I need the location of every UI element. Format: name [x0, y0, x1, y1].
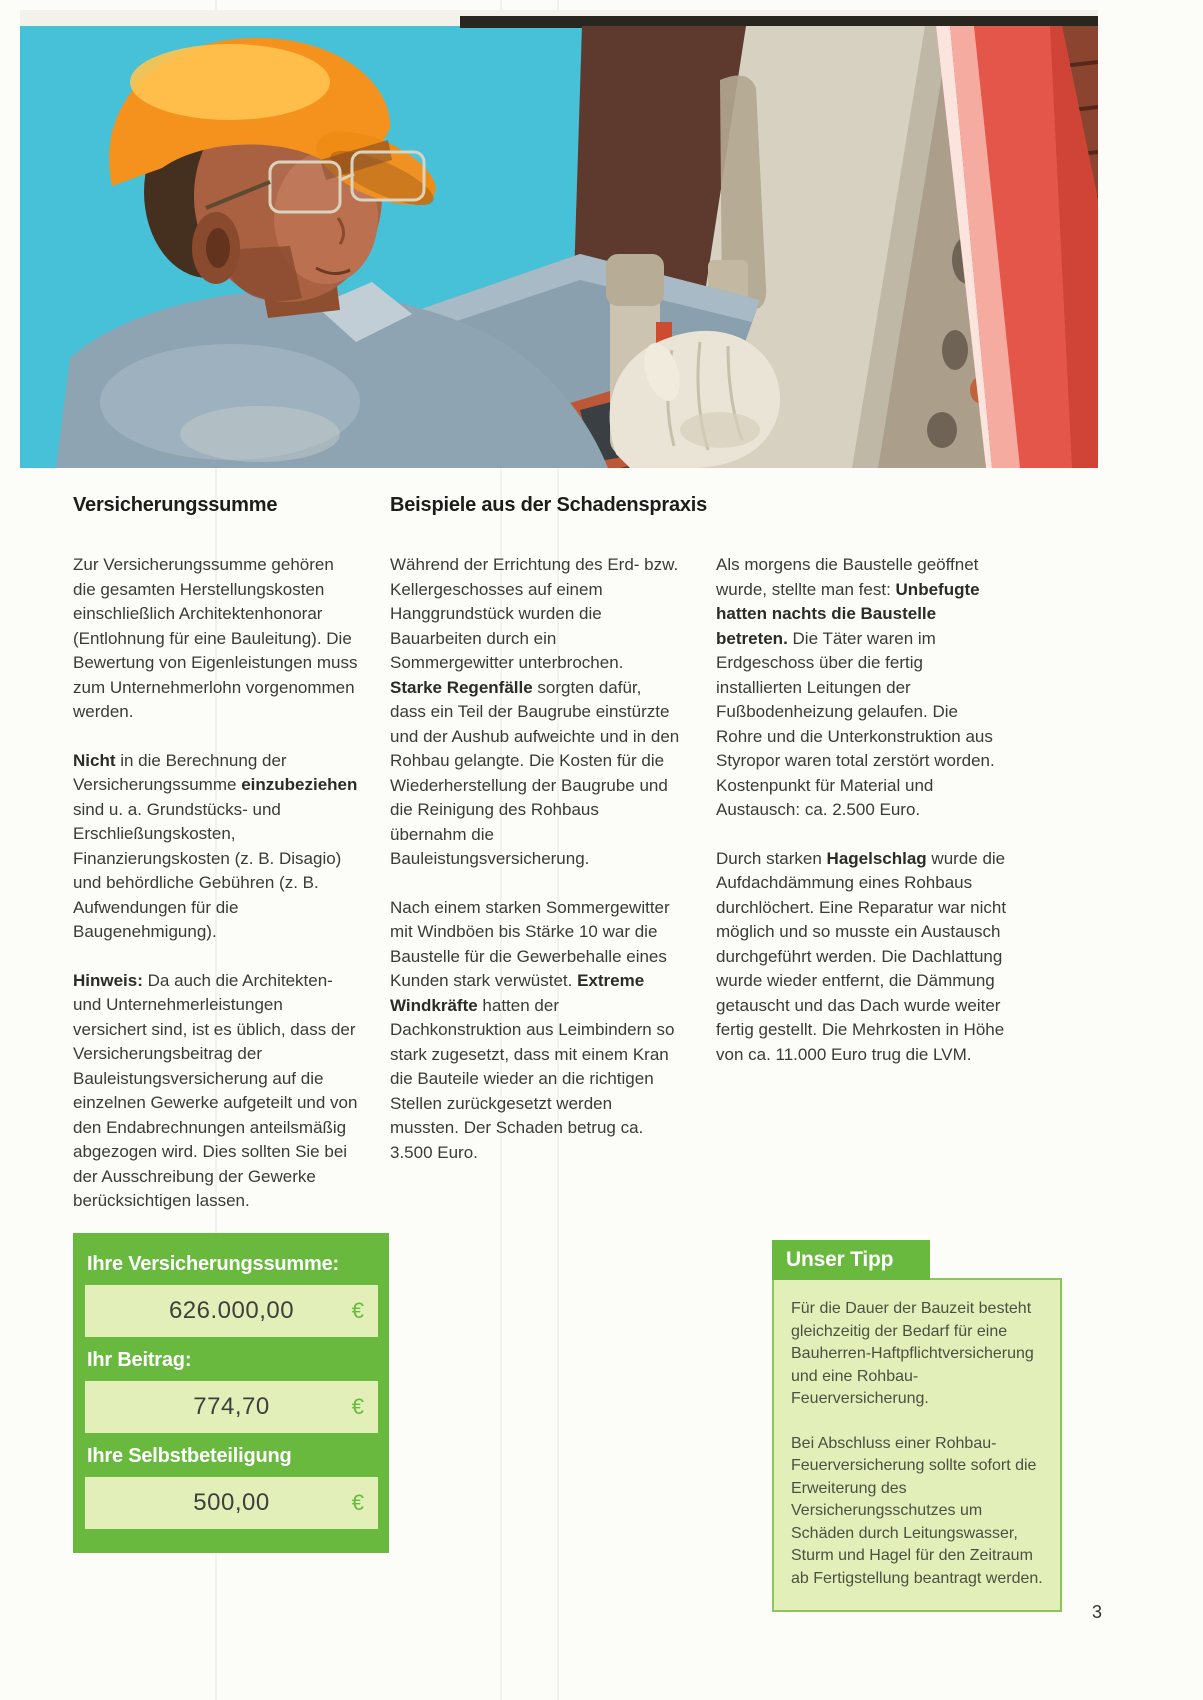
euro-symbol: € — [351, 1394, 364, 1419]
tip-paragraph: Für die Dauer der Bauzeit besteht gleichzeitig der Bedarf für eine Bauherren-Haftpflichtversicherung und eine Rohbau-Feuerversicherung. — [791, 1300, 1034, 1407]
tip-box-title: Unser Tipp — [772, 1240, 930, 1280]
tip-box-body — [772, 1278, 1062, 1612]
paragraph: Durch starken Hagelschlag wurde die Aufdachdämmung eines Rohbaus durchlöchert. Eine Reparatur war nicht möglich und so musste ein Austausch durchgeführt werden. Die Dachlattung wurde wieder entfernt, die Dämmung getauscht und das Dach wurde weiter fertig gestellt. Die Mehrkosten in Höhe von ca. 11.000 Euro trug die LVM. — [716, 848, 1007, 1064]
column-schadensbeispiele-1 — [390, 553, 680, 1189]
summary-value-beitrag — [85, 1381, 378, 1433]
summary-label-selbstbeteiligung: Ihre Selbstbeteiligung — [87, 1445, 292, 1467]
paragraph: Hinweis: Da auch die Architekten- und Unternehmerleistungen versichert sind, ist es üblich, dass der Versicherungsbeitrag der Bauleistungsversicherung auf die einzelnen Gewerke aufgeteilt und von den Endabrechnungen anteilsmäßig abgezogen wird. Dies sollten Sie bei der Ausschreibung der Gewerke berücksichtigen lassen. — [73, 970, 358, 1210]
summary-amount: 774,70 — [193, 1393, 270, 1420]
euro-symbol: € — [351, 1298, 364, 1323]
tip-paragraph: Bei Abschluss einer Rohbau-Feuerversicherung sollte sofort die Erweiterung des Versicherungsschutzes um Schäden durch Leitungswasser, Sturm und Hagel für den Zeitraum ab Fertigstellung beantragt werden. — [791, 1434, 1043, 1587]
construction-worker-photo — [20, 10, 1098, 468]
paragraph: Nach einem starken Sommergewitter mit Windböen bis Stärke 10 war die Baustelle für die Gewerbehalle eines Kunden stark verwüstet. Extreme Windkräfte hatten der Dachkonstruktion aus Leimbindern so stark zugesetzt, dass mit einem Kran die Bauteile wieder an die richtigen Stellen zurückgesetzt werden mussten. Der Schaden betrug ca. 3.500 Euro. — [390, 897, 675, 1162]
page-number: 3 — [1092, 1602, 1103, 1622]
summary-amount: 500,00 — [193, 1489, 270, 1516]
paragraph: Als morgens die Baustelle geöffnet wurde, stellte man fest: Unbefugte hatten nachts die Baustelle betreten. Die Täter waren im Erdgeschoss über die fertig installierten Leitungen der Fußbodenheizung gelaufen. Die Rohre und die Unterkonstruktion aus Styropor waren total zerstört worden. Kostenpunkt für Material und Austausch: ca. 2.500 Euro. — [716, 555, 995, 819]
section-title-schadenspraxis: Beispiele aus der Schadenspraxis — [390, 494, 708, 516]
paragraph: Während der Errichtung des Erd- bzw. Kellergeschosses auf einem Hanggrundstück wurden die Bauarbeiten durch ein Sommergewitter unterbrochen. Starke Regenfälle sorgten dafür, dass ein Teil der Baugrube einstürzte und der Aushub aufweichte und in den Rohbau gelangte. Die Kosten für die Wiederherstellung der Baugrube und die Reinigung des Rohbaus übernahm die Bauleistungsversicherung. — [390, 555, 680, 868]
summary-label-versicherungssumme: Ihre Versicherungssumme: — [87, 1253, 339, 1275]
summary-amount: 626.000,00 — [168, 1297, 295, 1324]
photo-illustration — [20, 10, 1098, 468]
section-title-versicherungssumme: Versicherungssumme — [73, 494, 278, 516]
paragraph: Nicht in die Berechnung der Versicherungssumme einzubeziehen sind u. a. Grundstücks- und Erschließungskosten, Finanzierungskosten (z. B. Disagio) und behördliche Gebühren (z. B. Aufwendungen für die Baugenehmigung). — [73, 750, 358, 941]
column-versicherungssumme — [73, 553, 359, 1238]
tip-box — [772, 1240, 1062, 1612]
column-schadensbeispiele-2 — [716, 553, 1008, 1091]
paragraph: Zur Versicherungssumme gehören die gesamten Herstellungskosten einschließlich Architektenhonorar (Entlohnung für eine Bauleitung). Die Bewertung von Eigenleistungen muss zum Unternehmerlohn vorgenommen werden. — [73, 555, 358, 721]
summary-value-selbstbeteiligung — [85, 1477, 378, 1529]
euro-symbol: € — [351, 1490, 364, 1515]
summary-value-versicherungssumme — [85, 1285, 378, 1337]
summary-label-beitrag: Ihr Beitrag: — [87, 1349, 192, 1371]
insurance-summary-box — [73, 1233, 389, 1553]
